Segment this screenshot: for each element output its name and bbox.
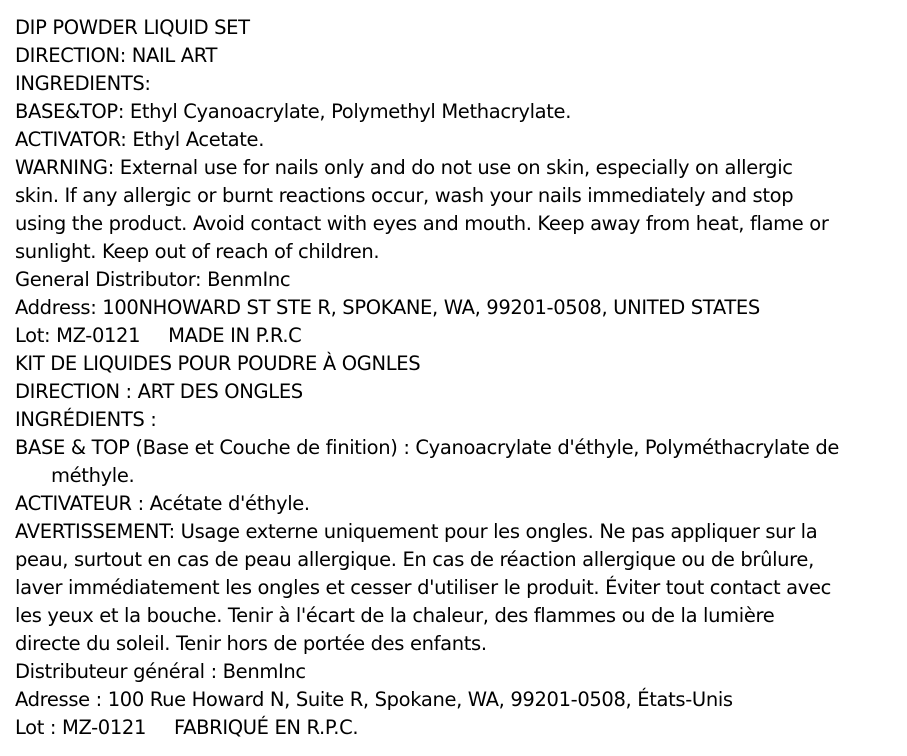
english-section	[15, 14, 901, 350]
french-warning-line: laver immédiatement les ongles et cesser d'utiliser le produit. Éviter tout contact avec	[15, 576, 831, 599]
english-activator: ACTIVATOR: Ethyl Acetate.	[15, 128, 265, 151]
french-distributor: Distributeur général : BenmInc	[15, 660, 306, 683]
french-base-top	[15, 434, 901, 490]
french-base-top-line: méthyle.	[51, 464, 135, 487]
english-warning-line: sunlight. Keep out of reach of children.	[15, 240, 380, 263]
english-warning	[15, 154, 901, 266]
french-origin: FABRIQUÉ EN R.P.C.	[174, 716, 359, 739]
english-warning-line: skin. If any allergic or burnt reactions occur, wash your nails immediately and stop	[15, 184, 794, 207]
french-warning-line: directe du soleil. Tenir hors de portée des enfants.	[15, 632, 487, 655]
french-warning	[15, 518, 901, 658]
english-warning-line: using the product. Avoid contact with eyes and mouth. Keep away from heat, flame or	[15, 212, 829, 235]
french-warning-line: AVERTISSEMENT: Usage externe uniquement pour les ongles. Ne pas appliquer sur la	[15, 520, 818, 543]
product-label-text	[15, 14, 901, 742]
english-ingredients-heading: INGREDIENTS:	[15, 72, 151, 95]
english-title: DIP POWDER LIQUID SET	[15, 16, 250, 39]
french-lot: Lot : MZ-0121	[15, 716, 147, 739]
french-warning-line: les yeux et la bouche. Tenir à l'écart de la chaleur, des flammes ou de la lumière	[15, 604, 775, 627]
french-address: Adresse : 100 Rue Howard N, Suite R, Spokane, WA, 99201-0508, États-Unis	[15, 688, 733, 711]
english-distributor: General Distributor: BenmInc	[15, 268, 291, 291]
french-base-top-line: BASE & TOP (Base et Couche de finition) : Cyanoacrylate d'éthyle, Polyméthacrylate de	[15, 436, 840, 459]
french-title: KIT DE LIQUIDES POUR POUDRE À OGNLES	[15, 352, 421, 375]
english-warning-line: WARNING: External use for nails only and do not use on skin, especially on allergic	[15, 156, 793, 179]
french-ingredients-heading: INGRÉDIENTS :	[15, 408, 157, 431]
english-base-top: BASE&TOP: Ethyl Cyanoacrylate, Polymethyl Methacrylate.	[15, 100, 572, 123]
english-address: Address: 100NHOWARD ST STE R, SPOKANE, WA, 99201-0508, UNITED STATES	[15, 296, 760, 319]
french-direction: DIRECTION : ART DES ONGLES	[15, 380, 303, 403]
english-direction: DIRECTION: NAIL ART	[15, 44, 218, 67]
french-warning-line: peau, surtout en cas de peau allergique. En cas de réaction allergique ou de brûlure,	[15, 548, 814, 571]
english-lot: Lot: MZ-0121	[15, 324, 141, 347]
french-lot-row	[15, 714, 901, 742]
french-section	[15, 350, 901, 742]
english-origin: MADE IN P.R.C	[168, 324, 302, 347]
french-activator: ACTIVATEUR : Acétate d'éthyle.	[15, 492, 310, 515]
english-lot-row	[15, 322, 901, 350]
